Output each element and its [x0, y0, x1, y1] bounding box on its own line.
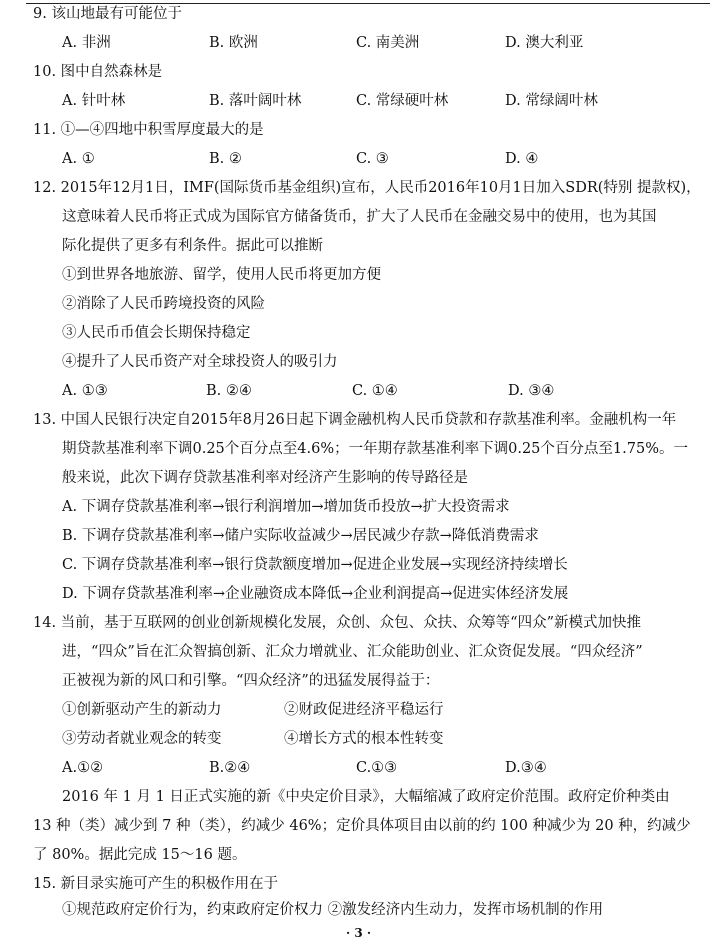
q12-item-1: ①到世界各地旅游、留学，使用人民币将更加方便 [62, 267, 381, 283]
q12-option-b: B. ②④ [206, 383, 252, 399]
q12-item-2: ②消除了人民币跨境投资的风险 [62, 296, 265, 312]
q12-item-4: ④提升了人民币资产对全球投资人的吸引力 [62, 354, 338, 370]
material-line-3: 了 80%。据此完成 15～16 题。 [33, 847, 247, 863]
q13-option-a: A. 下调存贷款基准利率→银行利润增加→增加货币投放→扩大投资需求 [62, 499, 510, 515]
q10-option-c: C. 常绿硬叶林 [356, 93, 449, 109]
q12-stem-line-2: 这意味着人民币将正式成为国际官方储备货币，扩大了人民币在金融交易中的使用，也为其国 [62, 209, 657, 225]
q12-stem-line-1: 12. 2015年12月1日，IMF(国际货币基金组织)宣布，人民币2016年10月1日加入SDR(特别 提款权)， [33, 180, 701, 196]
q11-option-b: B. ② [209, 151, 242, 167]
q10-option-a: A. 针叶林 [62, 93, 126, 109]
material-line-2: 13 种（类）减少到 7 种（类），约减少 46%；定价具体项目由以前的约 100 种减少为 20 种，约减少 [33, 818, 691, 834]
q14-stem-line-3: 正被视为新的风口和引擎。“四众经济”的迅猛发展得益于： [62, 673, 440, 689]
q13-option-d: D. 下调存贷款基准利率→企业融资成本降低→企业利润提高→促进实体经济发展 [62, 586, 569, 602]
q15-item-line: ①规范政府定价行为，约束政府定价权力 ②激发经济内生动力，发挥市场机制的作用 [62, 902, 604, 918]
q14-item-3: ③劳动者就业观念的转变 [62, 731, 222, 747]
q14-stem-line-1: 14. 当前，基于互联网的创业创新规模化发展，众创、众包、众扶、众筹等“四众”新模式加快推 [33, 615, 641, 631]
q12-item-3: ③人民币币值会长期保持稳定 [62, 325, 251, 341]
q9-option-d: D. 澳大利亚 [505, 35, 584, 51]
q13-stem-line-2: 期贷款基准利率下调0.25个百分点至4.6%；一年期存款基准利率下调0.25个百分点至1.75%。一 [62, 441, 688, 457]
q14-option-d: D.③④ [505, 760, 547, 776]
q14-option-c: C.①③ [356, 760, 398, 776]
q9-option-b: B. 欧洲 [209, 35, 258, 51]
q13-option-b: B. 下调存贷款基准利率→储户实际收益减少→居民减少存款→降低消费需求 [62, 528, 539, 544]
q14-option-a: A.①② [62, 760, 104, 776]
q14-stem-line-2: 进，“四众”旨在汇众智搞创新、汇众力增就业、汇众能助创业、汇众资促发展。“四众经济” [62, 644, 643, 660]
q11-option-c: C. ③ [356, 151, 389, 167]
q11-stem: 11. ①—④四地中积雪厚度最大的是 [33, 122, 264, 138]
q11-option-a: A. ① [62, 151, 95, 167]
q14-option-b: B.②④ [209, 760, 251, 776]
q15-stem: 15. 新目录实施可产生的积极作用在于 [33, 876, 279, 892]
q9-option-c: C. 南美洲 [356, 35, 420, 51]
q12-option-d: D. ③④ [508, 383, 555, 399]
q13-stem-line-3: 般来说，此次下调存贷款基准利率对经济产生影响的传导路径是 [62, 470, 468, 486]
q10-option-d: D. 常绿阔叶林 [505, 93, 598, 109]
page-number: · 3 · [345, 926, 372, 940]
q9-option-a: A. 非洲 [62, 35, 111, 51]
q12-stem-line-3: 际化提供了更多有利条件。据此可以推断 [62, 238, 323, 254]
q14-item-4: ④增长方式的根本性转变 [284, 731, 444, 747]
q13-option-c: C. 下调存贷款基准利率→银行贷款额度增加→促进企业发展→实现经济持续增长 [62, 557, 568, 573]
q10-option-b: B. 落叶阔叶林 [209, 93, 302, 109]
q14-item-2: ②财政促进经济平稳运行 [284, 702, 444, 718]
q10-stem: 10. 图中自然森林是 [33, 64, 163, 80]
material-line-1: 2016 年 1 月 1 日正式实施的新《中央定价目录》，大幅缩减了政府定价范围。政府定价种类由 [62, 789, 670, 805]
q12-option-c: C. ①④ [352, 383, 398, 399]
q9-stem: 9. 该山地最有可能位于 [33, 6, 182, 22]
q11-option-d: D. ④ [505, 151, 539, 167]
q13-stem-line-1: 13. 中国人民银行决定自2015年8月26日起下调金融机构人民币贷款和存款基准利率。金融机构一年 [33, 412, 677, 428]
q14-item-1: ①创新驱动产生的新动力 [62, 702, 222, 718]
q12-option-a: A. ①③ [62, 383, 108, 399]
